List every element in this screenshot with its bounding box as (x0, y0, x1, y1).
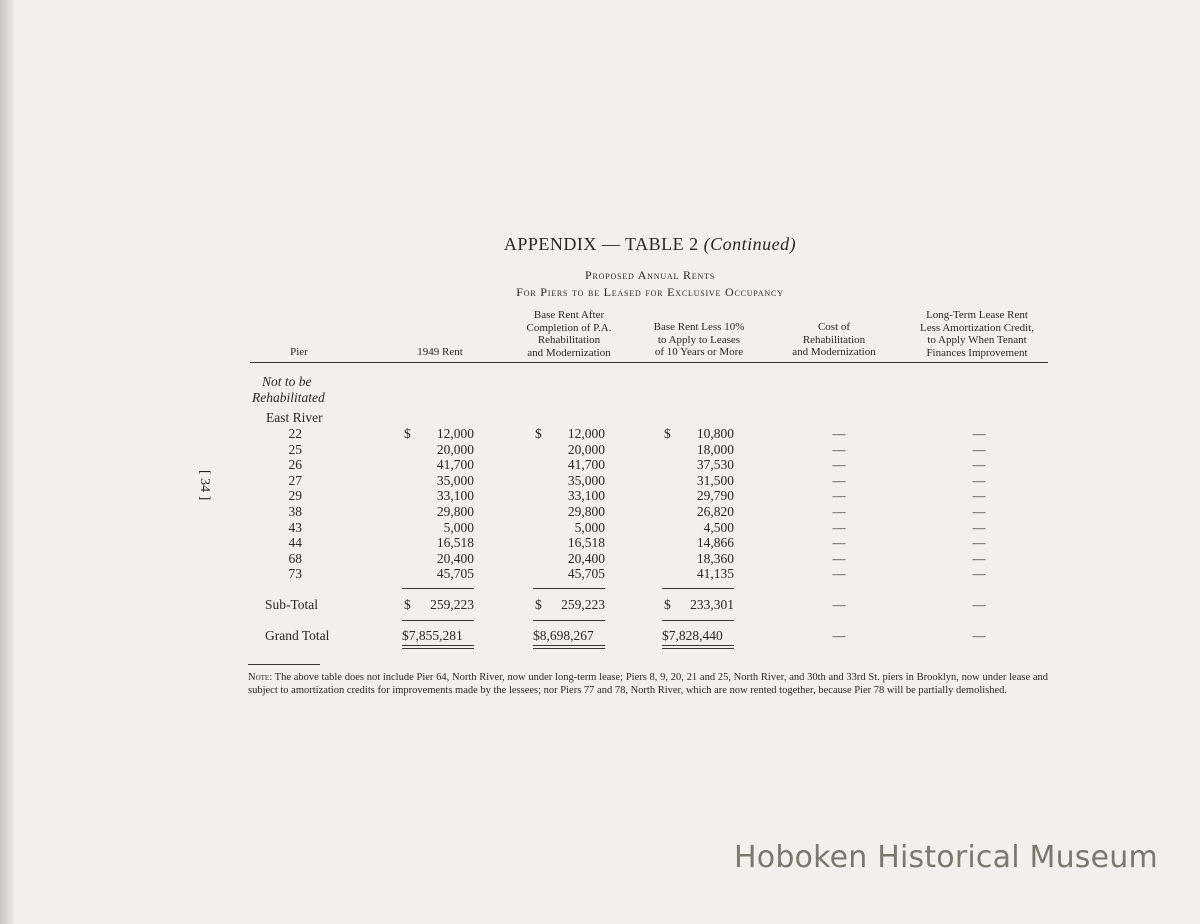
header-base-rent-less (624, 321, 774, 359)
base-rent-cell: 20,400 (567, 550, 605, 566)
rent-1949-cell: 35,000 (436, 472, 474, 488)
grandtotal-label: Grand Total (265, 628, 330, 643)
long-term-cell: — (972, 504, 986, 519)
cost-cell: — (832, 504, 846, 519)
double-underline (662, 645, 734, 649)
long-term-cell: — (972, 441, 986, 457)
pier-number: 29 (288, 488, 302, 504)
dollar-sign: $ (664, 597, 671, 612)
pier-number: 73 (288, 566, 302, 582)
header-rule (250, 362, 1048, 363)
cost-cell: — (832, 550, 846, 566)
pier-number: 27 (288, 472, 302, 488)
page-number: [ 34 ] (197, 470, 212, 501)
base-rent-less-cell: 18,000 (696, 441, 734, 457)
long-term-cell: — (972, 488, 986, 504)
rent-1949-cell: 12,000 (436, 426, 474, 441)
base-rent-cell: 35,000 (567, 472, 605, 488)
header-base-rent-line: Base Rent After (533, 309, 605, 321)
header-long-term-line: Finances Improvement (926, 346, 1028, 359)
header-base-rent-line: Completion of P.A. (526, 321, 612, 334)
grandtotal-rent: $7,855,281 (402, 628, 463, 643)
table-title (0, 234, 1200, 255)
page-edge (0, 0, 14, 924)
base-rent-cell: 33,100 (567, 488, 605, 504)
header-base-less-line: to Apply to Leases (657, 333, 741, 346)
cost-cell: — (832, 535, 846, 551)
base-rent-cell: 16,518 (567, 535, 605, 551)
group-label: Not to be (262, 374, 312, 389)
rent-1949-cell: 33,100 (436, 488, 474, 504)
base-rent-cell: 45,705 (567, 566, 605, 582)
base-rent-cell: 12,000 (567, 426, 605, 441)
museum-watermark: Hoboken Historical Museum (734, 840, 1158, 875)
grandtotal-rule (533, 620, 605, 621)
cost-cell: — (832, 441, 846, 457)
header-base-less-line: Base Rent Less 10% (653, 321, 745, 333)
pier-number: 22 (288, 426, 302, 441)
cost-cell: — (832, 519, 846, 535)
note-rule (248, 664, 320, 665)
cost-cell: — (832, 488, 846, 504)
group-label: Rehabilitated (252, 390, 325, 405)
subtotal-rule (402, 588, 474, 589)
double-underline (402, 645, 474, 649)
long-term-cell: — (972, 550, 986, 566)
grandtotal-long-term: — (972, 628, 986, 643)
cost-cell: — (832, 457, 846, 473)
header-base-rent-line: and Modernization (527, 346, 611, 359)
pier-number: 43 (288, 519, 302, 535)
note-label: Note: (248, 672, 273, 683)
header-pier: Pier (290, 346, 308, 358)
subtotal-less: 233,301 (690, 597, 734, 612)
rent-1949-cell: 5,000 (443, 519, 474, 535)
note-text: The above table does not include Pier 64, North River, now under long-term lease; Piers 8, 9, 20, 21 and 25, North River, and 30th and 33rd St. piers in Brooklyn, now under lease and subject to amortization credits for improvements made by the lessees; nor Piers 77 and 78, North River, which are now rented together, because Pier 78 will be partially demolished. (248, 672, 1049, 696)
header-base-rent (494, 309, 644, 359)
rent-1949-cell: 20,400 (436, 550, 474, 566)
subtotal-rule (533, 588, 605, 589)
double-underline (533, 645, 605, 649)
dollar-sign: $ (664, 426, 671, 441)
rent-1949-cell: 45,705 (436, 566, 474, 582)
base-rent-less-cell: 4,500 (703, 519, 734, 535)
header-long-term (902, 309, 1052, 359)
grandtotal-base: $8,698,267 (533, 628, 594, 643)
base-rent-less-cell: 41,135 (696, 566, 734, 582)
cost-cell: — (832, 566, 846, 582)
subtotal-long-term: — (972, 597, 986, 612)
dollar-sign: $ (535, 426, 542, 441)
base-rent-less-cell: 31,500 (696, 472, 734, 488)
long-term-cell: — (972, 566, 986, 582)
header-long-term-line: Less Amortization Credit, (920, 321, 1034, 334)
header-cost-line: Rehabilitation (802, 333, 866, 346)
pier-number: 26 (288, 457, 302, 473)
grandtotal-rule (402, 620, 474, 621)
header-long-term-line: Long-Term Lease Rent (926, 309, 1028, 321)
subtitle-line-1: Proposed Annual Rents (585, 268, 715, 282)
rent-1949-cell: 16,518 (436, 535, 474, 551)
subtotal-rent: 259,223 (430, 597, 474, 612)
pier-number: 68 (288, 550, 302, 566)
header-base-less-line: of 10 Years or More (654, 346, 744, 358)
long-term-cell: — (972, 426, 986, 441)
long-term-cell: — (972, 519, 986, 535)
dollar-sign: $ (535, 597, 542, 612)
base-rent-less-cell: 14,866 (696, 535, 734, 551)
grandtotal-rule (662, 620, 734, 621)
subtitle-line-2: For Piers to be Leased for Exclusive Occupancy (516, 285, 784, 299)
long-term-cell: — (972, 457, 986, 473)
long-term-cell: — (972, 535, 986, 551)
grandtotal-cost: — (832, 628, 846, 643)
header-cost-line: and Modernization (792, 346, 876, 358)
subtotal-base: 259,223 (561, 597, 605, 612)
rent-1949-cell: 29,800 (436, 504, 474, 519)
header-cost (759, 321, 909, 359)
base-rent-cell: 20,000 (567, 441, 605, 457)
title-main: APPENDIX — TABLE 2 (503, 234, 699, 254)
cost-cell: — (832, 472, 846, 488)
section-label: East River (266, 410, 323, 425)
header-base-rent-line: Rehabilitation (537, 334, 601, 346)
table-note (248, 671, 1048, 697)
subtotal-cost: — (832, 597, 846, 612)
dollar-sign: $ (404, 597, 411, 612)
header-cost-line: Cost of (817, 321, 851, 333)
base-rent-less-cell: 18,360 (696, 550, 734, 566)
header-1949-rent: 1949 Rent (417, 346, 463, 358)
pier-number: 25 (288, 441, 302, 457)
dollar-sign: $ (404, 426, 411, 441)
rent-1949-cell: 20,000 (436, 441, 474, 457)
base-rent-cell: 29,800 (567, 504, 605, 519)
subtotal-label: Sub-Total (265, 597, 319, 612)
base-rent-less-cell: 10,800 (696, 426, 734, 441)
header-long-term-line: to Apply When Tenant (927, 334, 1027, 346)
title-suffix: (Continued) (703, 234, 797, 254)
base-rent-less-cell: 29,790 (696, 488, 734, 504)
grandtotal-less: $7,828,440 (662, 628, 723, 643)
base-rent-cell: 5,000 (574, 519, 605, 535)
subtotal-rule (662, 588, 734, 589)
cost-cell: — (832, 426, 846, 441)
base-rent-less-cell: 37,530 (696, 457, 734, 473)
rent-1949-cell: 41,700 (436, 457, 474, 473)
pier-number: 44 (288, 535, 302, 551)
base-rent-less-cell: 26,820 (696, 504, 734, 519)
long-term-cell: — (972, 472, 986, 488)
pier-number: 38 (288, 504, 302, 519)
base-rent-cell: 41,700 (567, 457, 605, 473)
